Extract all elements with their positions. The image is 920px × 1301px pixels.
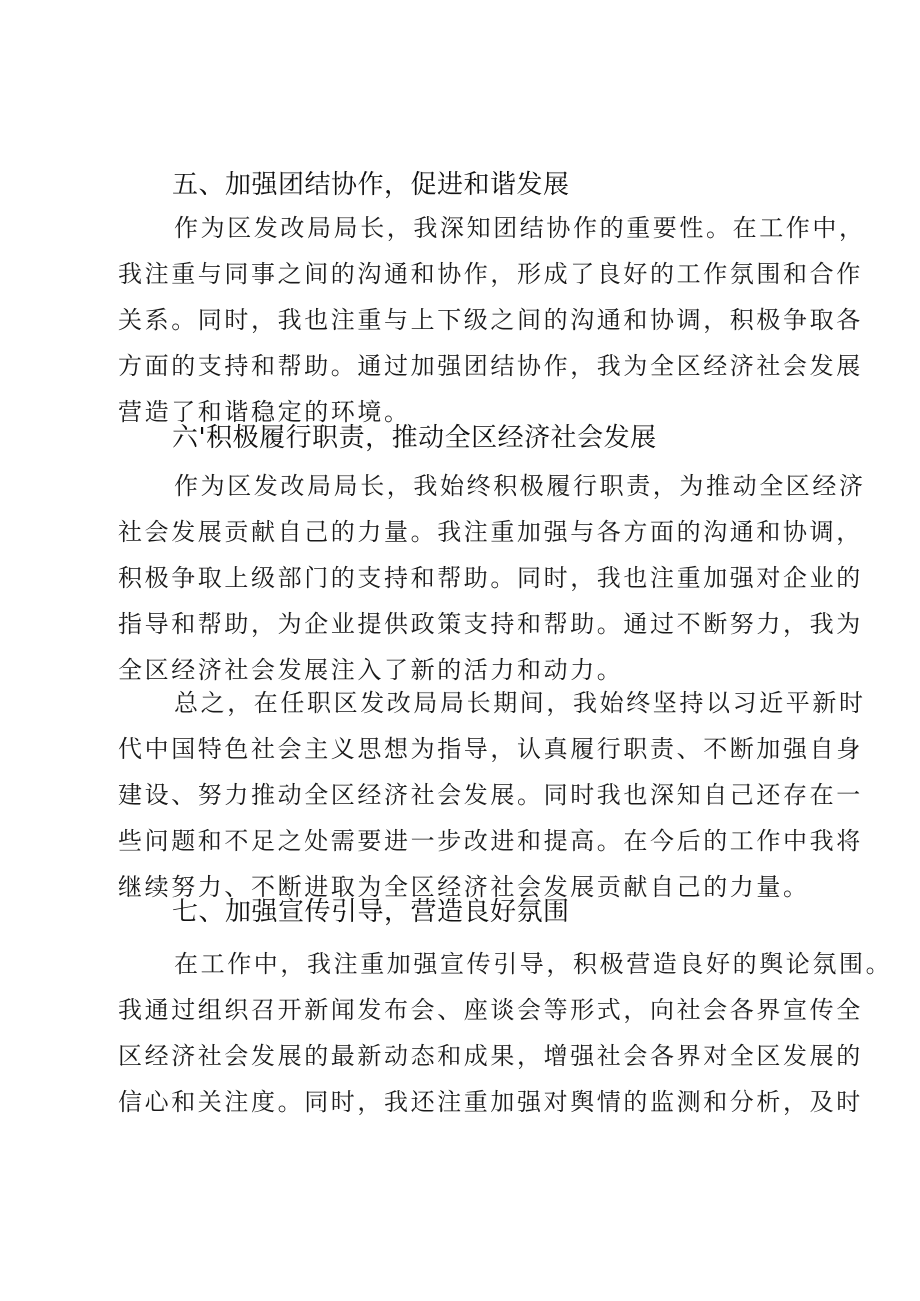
paragraph-line: 作为区发改局局长，我深知团结协作的重要性。在工作中，: [174, 214, 866, 242]
section-7-paragraph-1: [118, 941, 893, 1125]
paragraph-line: 我注重与同事之间的沟通和协作，形成了良好的工作氛围和合作: [118, 260, 863, 288]
paragraph-line: 区经济社会发展的最新动态和成果，增强社会各界对全区发展的: [118, 1042, 863, 1070]
paragraph-line: 全区经济社会发展注入了新的活力和动力。: [118, 656, 624, 684]
paragraph-line: 作为区发改局局长，我始终积极履行职责，为推动全区经济: [174, 472, 866, 500]
section-6-paragraph-2: [118, 680, 866, 910]
paragraph-line: 方面的支持和帮助。通过加强团结协作，我为全区经济社会发展: [118, 352, 863, 380]
paragraph-line: 总之，在任职区发改局局长期间，我始终坚持以习近平新时: [174, 689, 866, 717]
paragraph-line: 社会发展贡献自己的力量。我注重加强与各方面的沟通和协调，: [118, 518, 863, 546]
paragraph-line: 在工作中，我注重加强宣传引导，积极营造良好的舆论氛围。: [174, 950, 893, 978]
paragraph-line: 些问题和不足之处需要进一步改进和提高。在今后的工作中我将: [118, 827, 863, 855]
section-6-paragraph-1: [118, 463, 866, 693]
paragraph-line: 营造了和谐稳定的环境。: [118, 398, 411, 426]
section-heading-5: 五、加强团结协作，促进和谐发展: [172, 170, 570, 200]
paragraph-line: 继续努力、不断进取为全区经济社会发展贡献自己的力量。: [118, 873, 810, 901]
section-5-paragraph-1: [118, 205, 866, 435]
paragraph-line: 代中国特色社会主义思想为指导，认真履行职责、不断加强自身: [118, 735, 863, 763]
section-heading-7: 七、加强宣传引导，营造良好氛围: [172, 897, 570, 927]
paragraph-line: 建设、努力推动全区经济社会发展。同时我也深知自己还存在一: [118, 781, 863, 809]
section-heading-6: 六'积极履行职责，推动全区经济社会发展: [172, 423, 657, 453]
paragraph-line: 指导和帮助，为企业提供政策支持和帮助。通过不断努力，我为: [118, 610, 863, 638]
paragraph-line: 关系。同时，我也注重与上下级之间的沟通和协调，积极争取各: [118, 306, 863, 334]
paragraph-line: 我通过组织召开新闻发布会、座谈会等形式，向社会各界宣传全: [118, 996, 863, 1024]
paragraph-line: 积极争取上级部门的支持和帮助。同时，我也注重加强对企业的: [118, 564, 863, 592]
paragraph-line: 信心和关注度。同时，我还注重加强对舆情的监测和分析，及时: [118, 1088, 863, 1116]
